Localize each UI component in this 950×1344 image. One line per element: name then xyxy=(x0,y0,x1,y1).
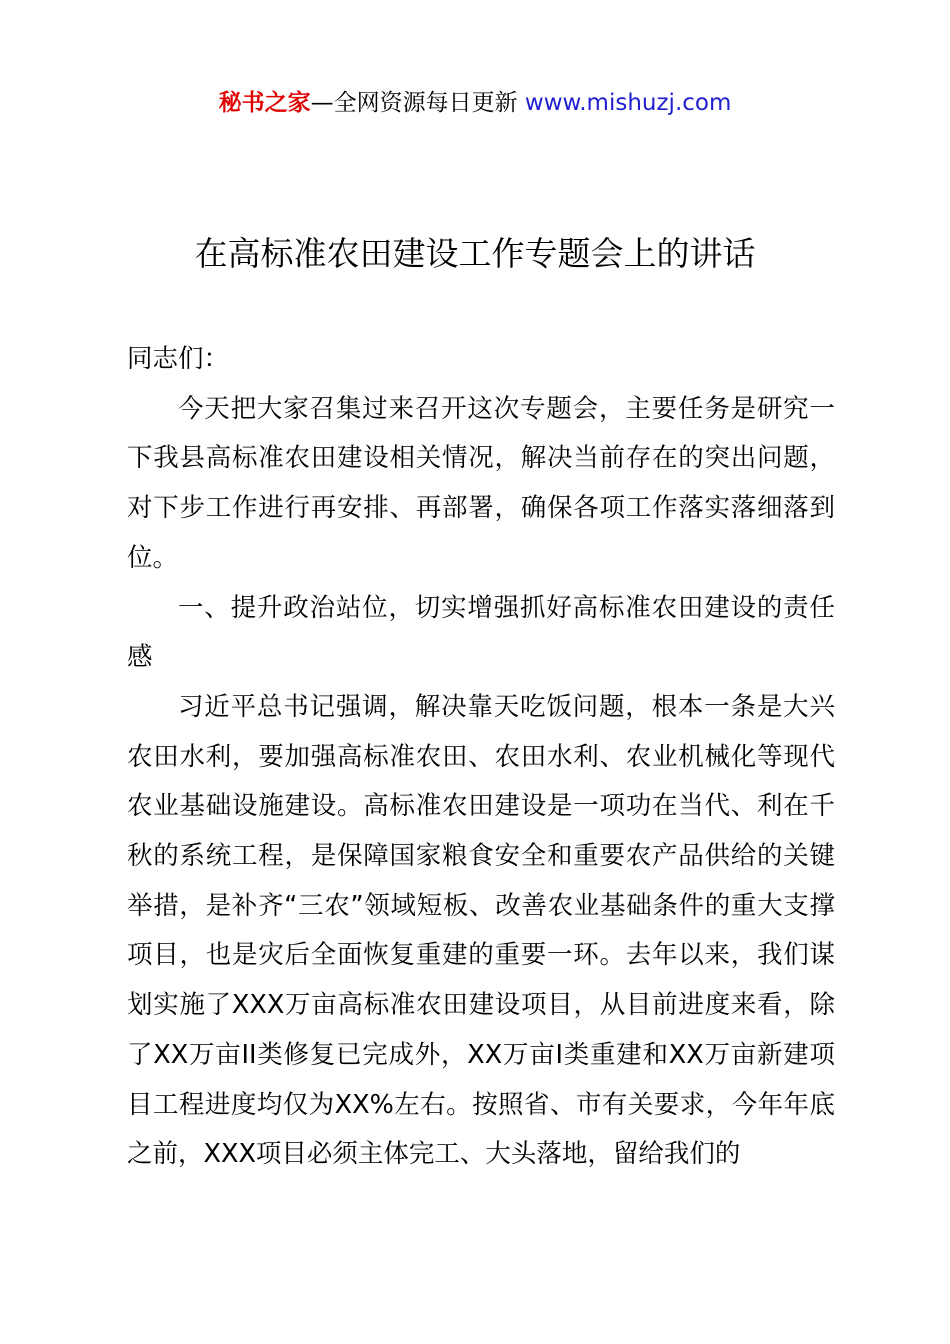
document-title: 在高标准农田建设工作专题会上的讲话 xyxy=(194,234,756,273)
paragraph-intro: 今天把大家召集过来召开这次专题会，主要任务是研究一下我县高标准农田建设相关情况，解决当前存在的突出问题，对下步工作进行再安排、再部署，确保各项工作落实落细落到位。 xyxy=(127,393,835,573)
site-header xyxy=(0,86,950,120)
document-body xyxy=(127,335,835,1180)
salutation: 同志们： xyxy=(127,344,230,374)
paragraph-section-1: 习近平总书记强调，解决靠天吃饭问题，根本一条是大兴农田水利，要加强高标准农田、农田水利、农业机械化等现代农业基础设施建设。高标准农田建设是一项功在当代、利在千秋的系统工程，是保障国家粮食安全和重要农产品供给的关键举措，是补齐“三农”领域短板、改善农业基础条件的重大支撑项目，也是灾后全面恢复重建的重要一环。去年以来，我们谋划实施了XXX万亩高标准农田建设项目，从目前进度来看，除了XX万亩II类修复已完成外，XX万亩I类重建和XX万亩新建项目工程进度均仅为XX%左右。按照省、市有关要求，今年年底之前，XXX项目必须主体完工、大头落地，留给我们的 xyxy=(127,691,835,1170)
site-tagline: —全网资源每日更新 xyxy=(310,90,518,116)
site-url-link[interactable]: www.mishuzj.com xyxy=(524,90,732,116)
site-brand: 秘书之家 xyxy=(218,90,311,116)
section-heading-1: 一、提升政治站位，切实增强抓好高标准农田建设的责任感 xyxy=(127,592,835,673)
